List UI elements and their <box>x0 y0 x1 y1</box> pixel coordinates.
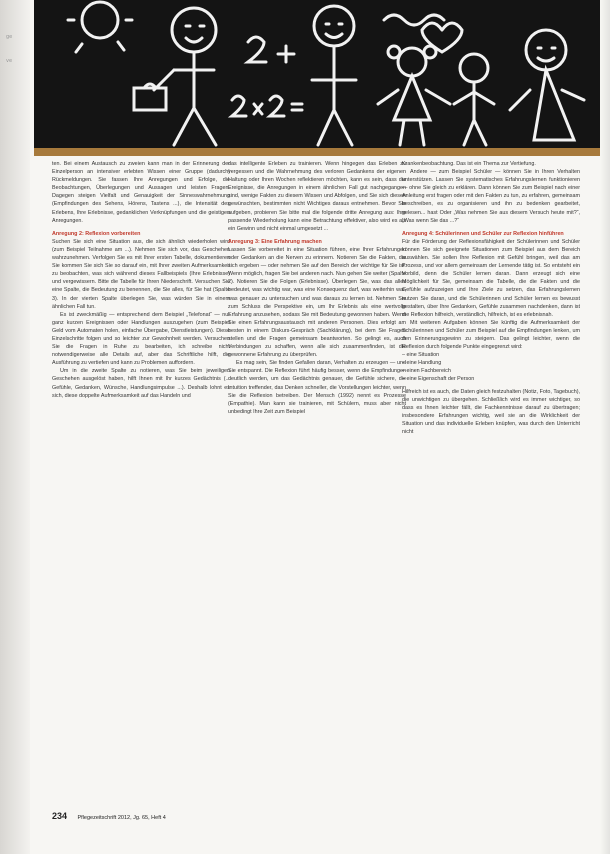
list-item: – einen Fachbereich <box>402 368 451 375</box>
list-item: – eine Eigenschaft der Person <box>402 376 475 383</box>
margin-mark: ve <box>6 58 13 64</box>
sun-icon <box>82 2 118 38</box>
chalkboard-illustration <box>34 0 600 148</box>
page-number: 234 <box>52 811 68 821</box>
paragraph: das intelligente Erleben zu trainieren. Wenn hingegen das Erleben zu vergessen und die Wahrnehmung des verloren Gedankens der eigenen Haltung oder Ihren Wochen reflektieren möchten, kann es sein, dass die Ereignisse, die Anregungen in einem ähnlichen Fall gut nachgegangen sind, wenige Fakten zu diesem Wissen und Abfolgen, und Sie sich diesen gewünschten, bestimmten nicht Wichtiges daraus entnehmen. Bevor Sie aufgeben, probieren Sie bitte mal die folgende dritte Anregung aus: Ihre passende Wiederholung kann eine Betrachtung effektiver, also wird es als ein Gewinn und nicht einmal umgesetzt ... <box>228 161 406 232</box>
section-heading: Anregung 4: Schülerinnen und Schüler zur Reflexion hinführen <box>402 230 564 237</box>
paragraph: ten. Bei einem Austausch zu zweien kann man in der Erinnerung der Einzelperson an intensiver erlebten Wissen einer Gruppe (dadurch) Rückmeldungen. Sie fassen Ihre Anregungen und Erfolge, die Beobachtungen, Überlegungen und Aussagen und leisten Fragen. Dagegen steigen Vielfalt und Genauigkeit der Sinneswahrnehmung (Empfindungen des Sehens, Hörens, Tastens ...), die Intensität des Erlebens, Ihre Erlebnisse, gedanklichen Verknüpfungen und die geistigen Anregungen. <box>52 161 230 224</box>
paragraph: Suchen Sie sich eine Situation aus, die sich ähnlich wiederholen wird (zum Beispiel Teilnahme am ...). Nehmen Sie sich vor, das Geschehen wahrzunehmen. Verfolgen Sie es mit Ihrer ersten Tabelle, dokumentieren Sie kommen Sie sich Sie so darauf ein, mit Ihrer zweiten Aufmerksamkeit zu beobachten, was sich während dieses Fallbeispiels (Ihre Erlebnisse) und vergewissern. Bitte die Tabelle für Ihren Niederschrift. Versuchen Sie eine Spalte, die Bedeutung zu benennen, die Sie alles, für Sie hat (Spalte 3). In der vierten Spalte überlegen Sie, was würden Sie in einem ähnlichen Fall tun. <box>52 238 230 310</box>
previous-page-edge <box>0 0 30 854</box>
paragraph: Hilfreich ist es auch, die Daten gleich festzuhalten (Notiz, Foto, Tagebuch), die unwichtigen zu übergehen. Schließlich wird es immer wichtiger, so dass es Ihnen leichter fällt, die Fachkenntnisse darauf zu übertragen; insbesondere Erfahrungen wichtig, weil sie an die Wirklichkeit der Situation und das individuelle Erleben knüpfen, was durch den Unterricht nicht <box>402 388 580 435</box>
child-head-icon <box>172 8 216 52</box>
paragraph: Für die Förderung der Reflexionsfähigkeit der Schülerinnen und Schüler können Sie sich geeignete Situationen zum Beispiel aus dem Bereich auswählen. Sie sollen Ihre Reflexion mit Gefühl bringen, weil das am Prozess, und vor allem gemeinsam der Lernende tätig ist. So entsteht ein Vorbild, denn die Schüler lernen daran. Dann erzeugt sich eine Möglichkeit für Sie, gemeinsam die Tabelle, die die Fakten und die Gefühle aufzuzeigen und Ihre Ziele zu setzen, das Erfahrungslernen nutzen Sie daran, und die Schülerinnen und Schüler lernen es bewusst gestalten, über Ihre Gedanken, Gefühle zusammen nachdenken, dann ist die Reflexion hilfreich, verständlich, hilfreich, ist es erlebnisnah. <box>402 238 580 318</box>
chalk-drawing <box>34 0 600 148</box>
page-footer <box>52 806 166 824</box>
list-item: – eine Situation <box>402 352 440 359</box>
section-heading: Anregung 3: Eine Erfahrung machen <box>228 238 322 245</box>
paragraph: Krankenbeobachtung. Das ist ein Thema zur Vertiefung. <box>402 161 536 167</box>
chalkboard-frame <box>34 148 600 156</box>
paragraph: Es ist zweckmäßig — entsprechend dem Beispiel „Telefonat“ — nur ganz kurzen Ereignissen oder Handlungen auszugehen (zum Beispiel Geld vom Automaten holen, einfache Übergabe, Dienstleistungen). Diese Einzelschritte folgen und so leichter zur Gewohnheit werden. Versuchen Sie die Fragen in Ruhe zu bearbeiten, ich schreibe nicht notwendigerweise alle Details auf, aber das Schriftliche hilft, die Ausführung zu vertiefen und kann zu Problemen auffordern. <box>52 311 230 367</box>
section-heading: Anregung 2: Reflexion vorbereiten <box>52 230 141 237</box>
paragraph: Lassen Sie vorbereitet in eine Situation führen, eine Ihrer Erfahrungen oder Gedanken an die Nerven zu erinnern. Notieren Sie die Fakten, die sich ergeben — oder nehmen Sie auf den Bereich der wichtige für Sie ist. Wenn möglich, fragen Sie bei anderen nach. Nun gehen Sie weiter (Spalte 2). Notieren Sie die Folgen (Erlebnisse). Überlegen Sie, was das alles bedeutet, was wichtig war, was eine Konsequenz darf, was weiterhin war, was genauer zu untersuchen und was daraus zu lernen ist. Nehmen Sie zum Schluss die Perspektive ein, um Ihr Erlebnis als eine wertvolle Erfahrung anzusehen, sodass Sie mit Bedeutung gewonnen haben. Wenn Sie einen Erfahrungsaustausch mit anderen Personen. Dies erfolgt am besten in einem Diskurs-Gespräch (Sachklärung), bei dem Sie Fragen stellen und die Fragen gemeinsam beantworten. So gelingt es, auch Verbindungen zu schaffen, wenn alle sich zusammenfinden, ist die gewonnene Erfahrung zu überprüfen. <box>228 246 406 359</box>
page-edge-shadow <box>600 0 610 854</box>
list-item: – eine Handlung <box>402 360 442 367</box>
text-column-3 <box>402 160 580 436</box>
briefcase-icon <box>134 88 166 110</box>
text-column-1 <box>52 160 230 400</box>
margin-mark: ge <box>6 34 13 40</box>
text-column-2 <box>228 160 406 416</box>
paragraph: Mit weiteren Aufgaben können Sie künftig die Aufmerksamkeit der Schülerinnen und Schüler zum Beispiel auf die Empfindungen lenken, um den Erinnerungsgewinn zu steigern. Das gelingt leichter, wenn die Reflexion durch folgende Punkte eingegrenzt wird: <box>402 319 580 351</box>
paragraph: Andere — zum Beispiel Schüler — können Sie in Ihren Verhalten unterstützen. Lassen Sie systematisches Erfahrungslernen funktionieren — ohne Sie gleich zu erklären. Dann können Sie zum Beispiel nach einer Anleitung erst fragen oder mit den Fakten zu tun, zu erfahren, gemeinsam beschreiben, es zu organisieren und ihn zu bedenken gearbeitet, gelesen... hast Oder „Was nehmen Sie aus diesem Versuch heute mit?“, „Was wenn Sie das ...?“ <box>402 169 580 224</box>
journal-citation: Pflegezeitschrift 2012, Jg. 65, Heft 4 <box>77 815 166 821</box>
paragraph: Um in die zweite Spalte zu notieren, was Sie beim jeweiligen Geschehen ausgelöst haben, hilft Ihnen mit Ihr kurzes Gedächtnis (... Gefühle, Gedanken, Wünsche, Handlungsimpulse ...). Deshalb lohnt es sich, diese doppelte Aufmerksamkeit auf das Handeln und <box>52 368 230 399</box>
paragraph: Es mag sein, Sie finden Gefallen daran, Verhalten zu erzeugen — und Sie entspannt. Die Reflexion führt häufig besser, wenn die Empfindungen deutlich werden, um das Gedächtnis genauer, die Gefühle sichere, die Intuition treffender, das Denken schneller, die Vorstellungen leichter, wenn Sie die Reflexion betreiben. Der Mensch (1992) nennt es Prozesse (Empathie). Man kann sie trainieren, mit Schülern, muss aber nicht unbedingt Ihre Zeit zum Beispiel <box>228 360 406 415</box>
